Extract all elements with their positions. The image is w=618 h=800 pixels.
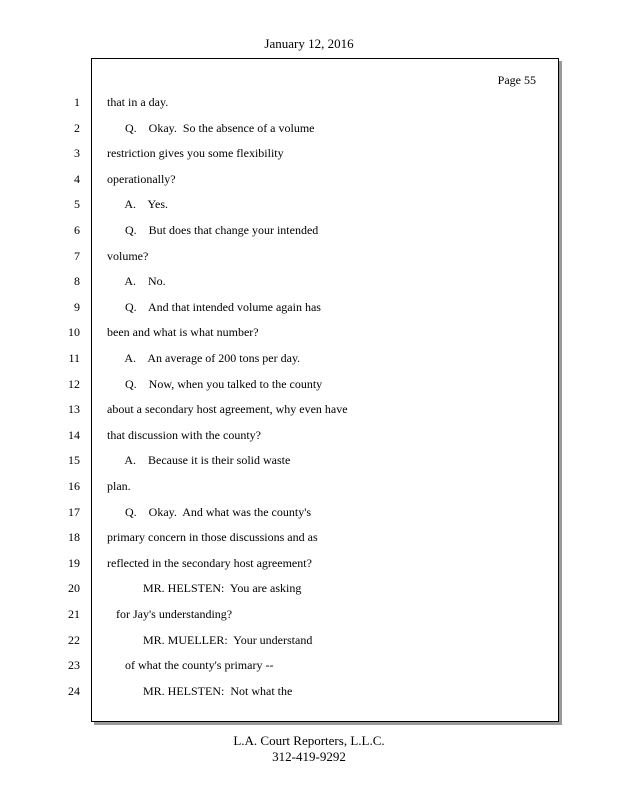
line-text: Q. Okay. So the absence of a volume: [107, 120, 315, 135]
transcript-line: [0, 504, 618, 520]
transcript-line: [0, 401, 618, 417]
line-number: 3: [74, 146, 80, 161]
transcript-line: [0, 324, 618, 340]
line-text: A. No.: [107, 274, 166, 289]
transcript-line: [0, 657, 618, 673]
line-text: that in a day.: [107, 95, 169, 109]
footer: [0, 733, 618, 765]
line-text: reflected in the secondary host agreement?: [107, 555, 312, 570]
transcript-line: [0, 299, 618, 315]
transcript-line: [0, 580, 618, 596]
line-text: A. Yes.: [107, 197, 169, 212]
line-number: 19: [68, 555, 80, 570]
line-text: restriction gives you some flexibility: [107, 146, 284, 161]
line-text: MR. HELSTEN: You are asking: [107, 581, 302, 596]
transcript-line: [0, 452, 618, 468]
page-number: Page 55: [497, 73, 536, 87]
line-text: that discussion with the county?: [107, 427, 261, 442]
line-number: 10: [68, 325, 80, 340]
line-text: plan.: [107, 479, 131, 493]
line-text: MR. HELSTEN: Not what the: [107, 683, 293, 698]
line-number: 7: [74, 248, 80, 263]
line-text: primary concern in those discussions and as: [107, 530, 318, 545]
transcript-line: [0, 529, 618, 545]
line-text: volume?: [107, 248, 149, 263]
line-text: been and what is what number?: [107, 325, 259, 340]
transcript-line: [0, 632, 618, 648]
line-number: 21: [68, 607, 80, 621]
line-number: 24: [68, 683, 80, 698]
line-number: 23: [68, 658, 80, 673]
line-text: of what the county's primary --: [107, 658, 274, 673]
line-number: 4: [74, 171, 80, 186]
transcript-line: [0, 196, 618, 212]
line-text: operationally?: [107, 171, 176, 186]
line-text: Q. But does that change your intended: [107, 223, 319, 237]
line-number: 8: [74, 274, 80, 289]
transcript-line: [0, 478, 618, 494]
transcript-line: [0, 350, 618, 366]
line-number: 16: [68, 479, 80, 493]
transcript-line: [0, 171, 618, 187]
line-number: 5: [74, 197, 80, 212]
transcript-line: [0, 376, 618, 392]
line-number: 6: [74, 223, 80, 237]
line-number: 22: [68, 632, 80, 647]
transcript-line: [0, 94, 618, 110]
line-number: 12: [68, 376, 80, 391]
transcript-line: [0, 222, 618, 238]
line-number: 14: [68, 427, 80, 442]
transcript-line: [0, 120, 618, 136]
line-text: Q. Okay. And what was the county's: [107, 504, 312, 519]
line-text: MR. MUELLER: Your understand: [107, 632, 313, 647]
line-number: 18: [68, 530, 80, 545]
transcript-line: [0, 273, 618, 289]
line-text: A. Because it is their solid waste: [107, 453, 291, 468]
line-number: 9: [74, 299, 80, 314]
line-text: for Jay's understanding?: [107, 607, 233, 621]
line-number: 15: [68, 453, 80, 468]
line-text: Q. Now, when you talked to the county: [107, 376, 323, 391]
transcript-line: [0, 248, 618, 264]
line-number: 1: [74, 95, 80, 109]
footer-company: L.A. Court Reporters, L.L.C.: [233, 733, 385, 748]
line-number: 17: [68, 504, 80, 519]
transcript-line: [0, 427, 618, 443]
line-text: about a secondary host agreement, why even have: [107, 402, 348, 417]
line-text: A. An average of 200 tons per day.: [107, 351, 301, 365]
transcript-line: [0, 606, 618, 622]
line-number: 13: [68, 402, 80, 417]
transcript-line: [0, 555, 618, 571]
transcript-line: [0, 683, 618, 699]
transcript-date: January 12, 2016: [264, 36, 354, 51]
line-text: Q. And that intended volume again has: [107, 299, 321, 314]
line-number: 11: [68, 351, 80, 365]
transcript-line: [0, 145, 618, 161]
line-number: 2: [74, 120, 80, 135]
footer-phone: 312-419-9292: [272, 749, 346, 764]
line-number: 20: [68, 581, 80, 596]
